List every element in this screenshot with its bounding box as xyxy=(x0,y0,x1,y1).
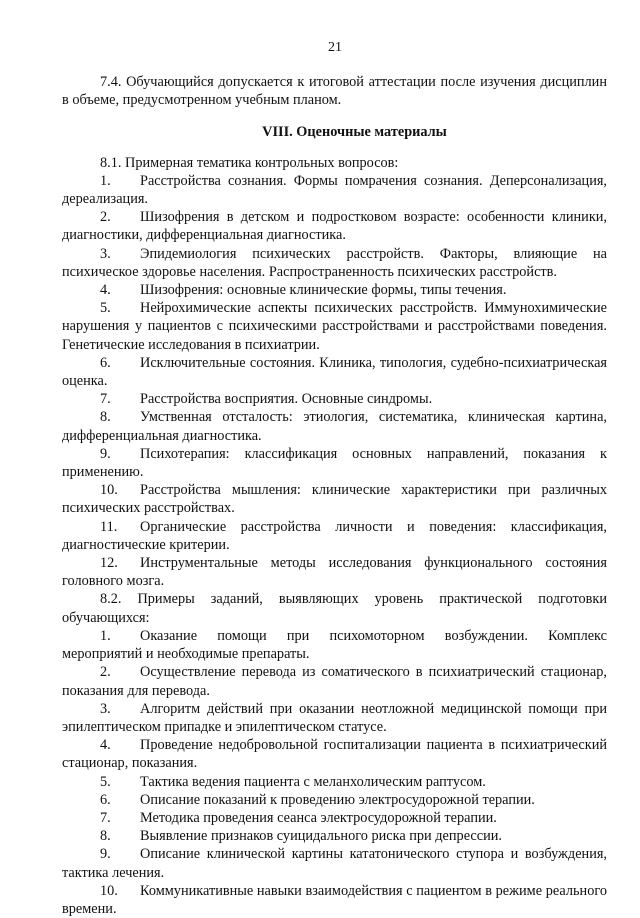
list-item-text: Проведение недобровольной госпитализации пациента в психиатрический стационар, показания. xyxy=(62,737,607,772)
list-item-text: Осуществление перевода из соматического в психиатрический стационар, показания для перевода. xyxy=(62,664,607,699)
list-item xyxy=(62,700,607,736)
list-item-number: 3. xyxy=(100,700,111,717)
list-item-number: 1. xyxy=(100,172,111,189)
list-item-number: 6. xyxy=(100,791,111,808)
list-item xyxy=(62,809,607,827)
list-item xyxy=(62,390,607,408)
list-item xyxy=(62,627,607,663)
list-item-text: Шизофрения: основные клинические формы, типы течения. xyxy=(140,282,507,299)
list-item-number: 6. xyxy=(100,354,111,371)
list-item-text: Тактика ведения пациента с меланхолическим раптусом. xyxy=(140,773,486,790)
list-item-number: 3. xyxy=(100,245,111,262)
list-item-number: 9. xyxy=(100,846,111,863)
list-item xyxy=(62,663,607,699)
subsection-2-title: 8.2. Примеры заданий, выявляющих уровень практической подготовки обучающихся: xyxy=(62,591,607,626)
list-item-text: Алгоритм действий при оказании неотложной медицинской помощи при эпилептическом припадке и эпилептическом статусе. xyxy=(62,700,607,735)
list-item xyxy=(62,518,607,554)
list-item-text: Методика проведения сеанса электросудорожной терапии. xyxy=(140,809,497,826)
list-item-text: Инструментальные методы исследования функционального состояния головного мозга. xyxy=(62,555,607,590)
list-item-text: Расстройства восприятия. Основные синдромы. xyxy=(140,391,433,408)
list-item xyxy=(62,299,607,354)
list-item-text: Выявление признаков суицидального риска при депрессии. xyxy=(140,828,502,845)
list-item-number: 4. xyxy=(100,737,111,754)
subsection-1-title: 8.1. Примерная тематика контрольных вопросов: xyxy=(100,154,399,171)
list-item-text: Оказание помощи при психомоторном возбуждении. Комплекс мероприятий и необходимые препараты. xyxy=(62,627,607,663)
page-number: 21 xyxy=(328,40,342,55)
list-item xyxy=(62,882,607,918)
list-item xyxy=(62,736,607,772)
list-item-text: Коммуникативные навыки взаимодействия с пациентом в режиме реального времени. xyxy=(62,882,607,917)
list-item xyxy=(62,845,607,881)
list-item-text: Шизофрения в детском и подростковом возрасте: особенности клиники, диагностики, дифференциальная диагностика. xyxy=(62,209,607,244)
list-item xyxy=(62,408,607,444)
list-item xyxy=(62,445,607,481)
list-item xyxy=(62,245,607,281)
task-list xyxy=(62,627,607,918)
list-item xyxy=(62,354,607,390)
list-item xyxy=(62,281,607,299)
list-item xyxy=(62,773,607,791)
list-item-text: Умственная отсталость: этиология, систематика, клиническая картина, дифференциальная диагностика. xyxy=(62,409,607,444)
section-heading: VIII. Оценочные материалы xyxy=(262,124,447,141)
list-item-text: Эпидемиология психических расстройств. Факторы, влияющие на психическое здоровье населения. Распространенность психических расстройств. xyxy=(62,245,607,280)
list-item-number: 7. xyxy=(100,391,111,408)
document-body xyxy=(62,73,607,918)
list-item-number: 5. xyxy=(100,300,111,317)
list-item-number: 12. xyxy=(100,555,118,572)
list-item-number: 2. xyxy=(100,209,111,226)
list-item-number: 10. xyxy=(100,482,118,499)
list-item-number: 8. xyxy=(100,409,111,426)
list-item-text: Описание показаний к проведению электросудорожной терапии. xyxy=(140,791,535,808)
list-item-text: Описание клинической картины кататонического ступора и возбуждения, тактика лечения. xyxy=(62,846,607,881)
list-item-number: 9. xyxy=(100,445,111,462)
list-item-text: Исключительные состояния. Клиника, типология, судебно-психиатрическая оценка. xyxy=(62,354,607,390)
list-item-number: 4. xyxy=(100,282,111,299)
list-item xyxy=(62,827,607,845)
question-list xyxy=(62,172,607,591)
intro-paragraph: 7.4. Обучающийся допускается к итоговой аттестации после изучения дисциплин в объеме, предусмотренном учебным планом. xyxy=(62,74,607,109)
list-item-text: Расстройства мышления: клинические характеристики при различных психических расстройствах. xyxy=(62,482,607,517)
list-item-number: 11. xyxy=(100,518,118,535)
list-item-number: 8. xyxy=(100,828,111,845)
list-item-number: 7. xyxy=(100,809,111,826)
list-item-number: 10. xyxy=(100,882,118,899)
list-item-text: Расстройства сознания. Формы помрачения сознания. Деперсонализация, дереализация. xyxy=(62,172,607,208)
list-item-text: Нейрохимические аспекты психических расстройств. Иммунохимические нарушения у пациентов с психическими расстройствами и расстройствами поведения. Генетические исследования в психиатрии. xyxy=(62,300,607,353)
list-item xyxy=(62,172,607,208)
list-item xyxy=(62,554,607,590)
list-item xyxy=(62,481,607,517)
list-item-number: 5. xyxy=(100,773,111,790)
list-item-text: Органические расстройства личности и поведения: классификация, диагностические критерии. xyxy=(62,518,607,553)
list-item-number: 1. xyxy=(100,627,111,644)
list-item-number: 2. xyxy=(100,664,111,681)
list-item xyxy=(62,208,607,244)
list-item xyxy=(62,791,607,809)
list-item-text: Психотерапия: классификация основных направлений, показания к применению. xyxy=(62,445,607,481)
